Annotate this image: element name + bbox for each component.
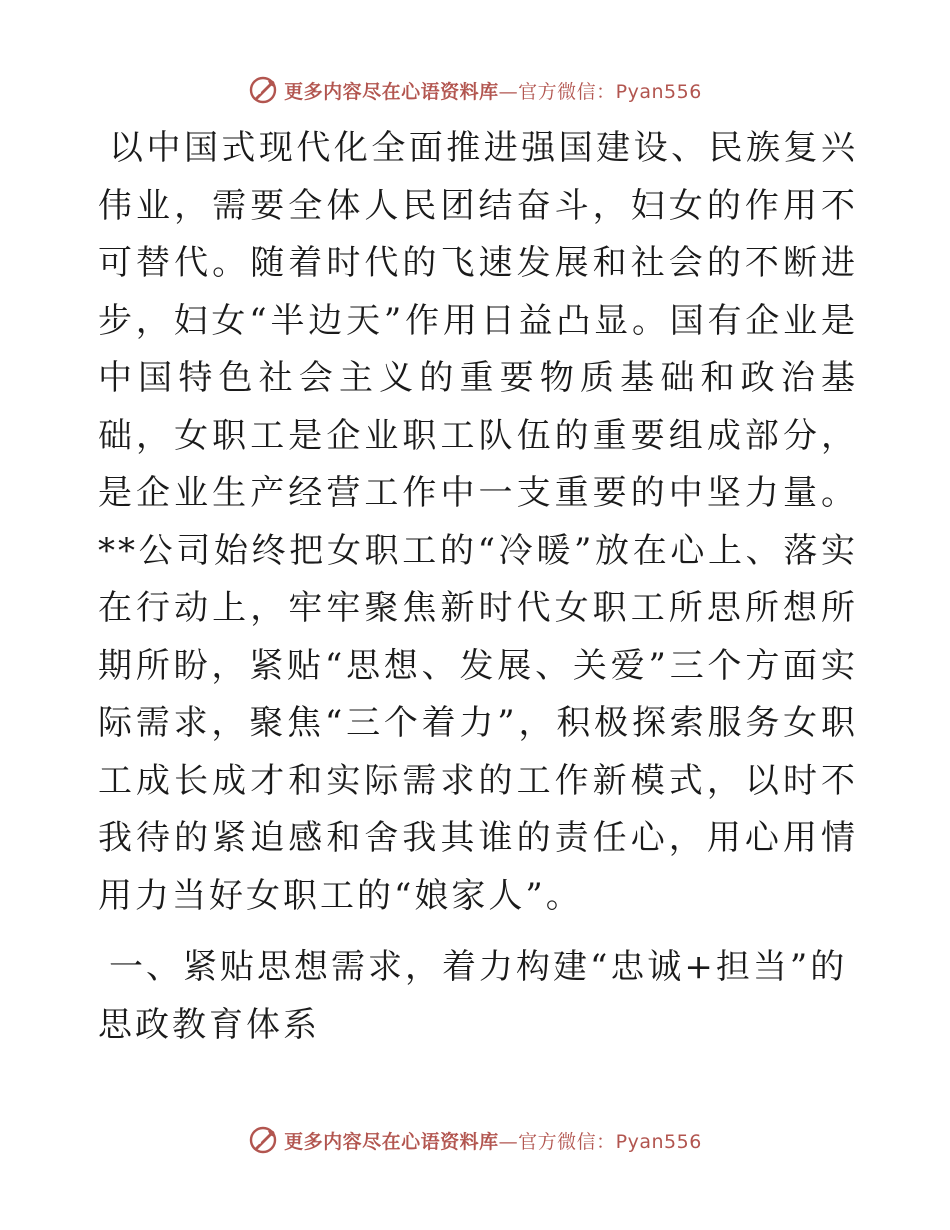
watermark-dash: — — [498, 1130, 519, 1153]
body-paragraph: 以中国式现代化全面推进强国建设、民族复兴伟业，需要全体人民团结奋斗，妇女的作用不可替代。随着时代的飞速发展和社会的不断进步，妇女“半边天”作用日益凸显。国有企业是中国特色社会主义的重要物质基础和政治基础，女职工是企业职工队伍的重要组成部分，是企业生产经营工作中一支重要的中坚力量。**公司始终把女职工的“冷暖”放在心上、落实在行动上，牢牢聚焦新时代女职工所思所想所期所盼，紧贴“思想、发展、关爱”三个方面实际需求，聚焦“三个着力”，积极探索服务女职工成长成才和实际需求的工作新模式，以时不我待的紧迫感和舍我其谁的责任心，用心用情用力当好女职工的“娘家人”。 — [98, 128, 858, 916]
watermark-brand: 更多内容尽在心语资料库 — [284, 80, 499, 103]
watermark-brand: 更多内容尽在心语资料库 — [284, 1130, 499, 1153]
footer-watermark — [0, 1122, 950, 1158]
watermark-text — [284, 1127, 702, 1154]
quill-logo-icon — [248, 75, 278, 105]
header-watermark — [0, 72, 950, 108]
watermark-wechat: 官方微信：Pyan556 — [518, 80, 702, 103]
watermark-wechat: 官方微信：Pyan556 — [518, 1130, 702, 1153]
section-heading: 一、紧贴思想需求，着力构建“忠诚+担当”的思政教育体系 — [98, 947, 848, 1045]
watermark-dash: — — [498, 80, 519, 103]
quill-logo-icon — [248, 1125, 278, 1155]
document-body — [98, 120, 858, 1054]
watermark-text — [284, 77, 702, 104]
